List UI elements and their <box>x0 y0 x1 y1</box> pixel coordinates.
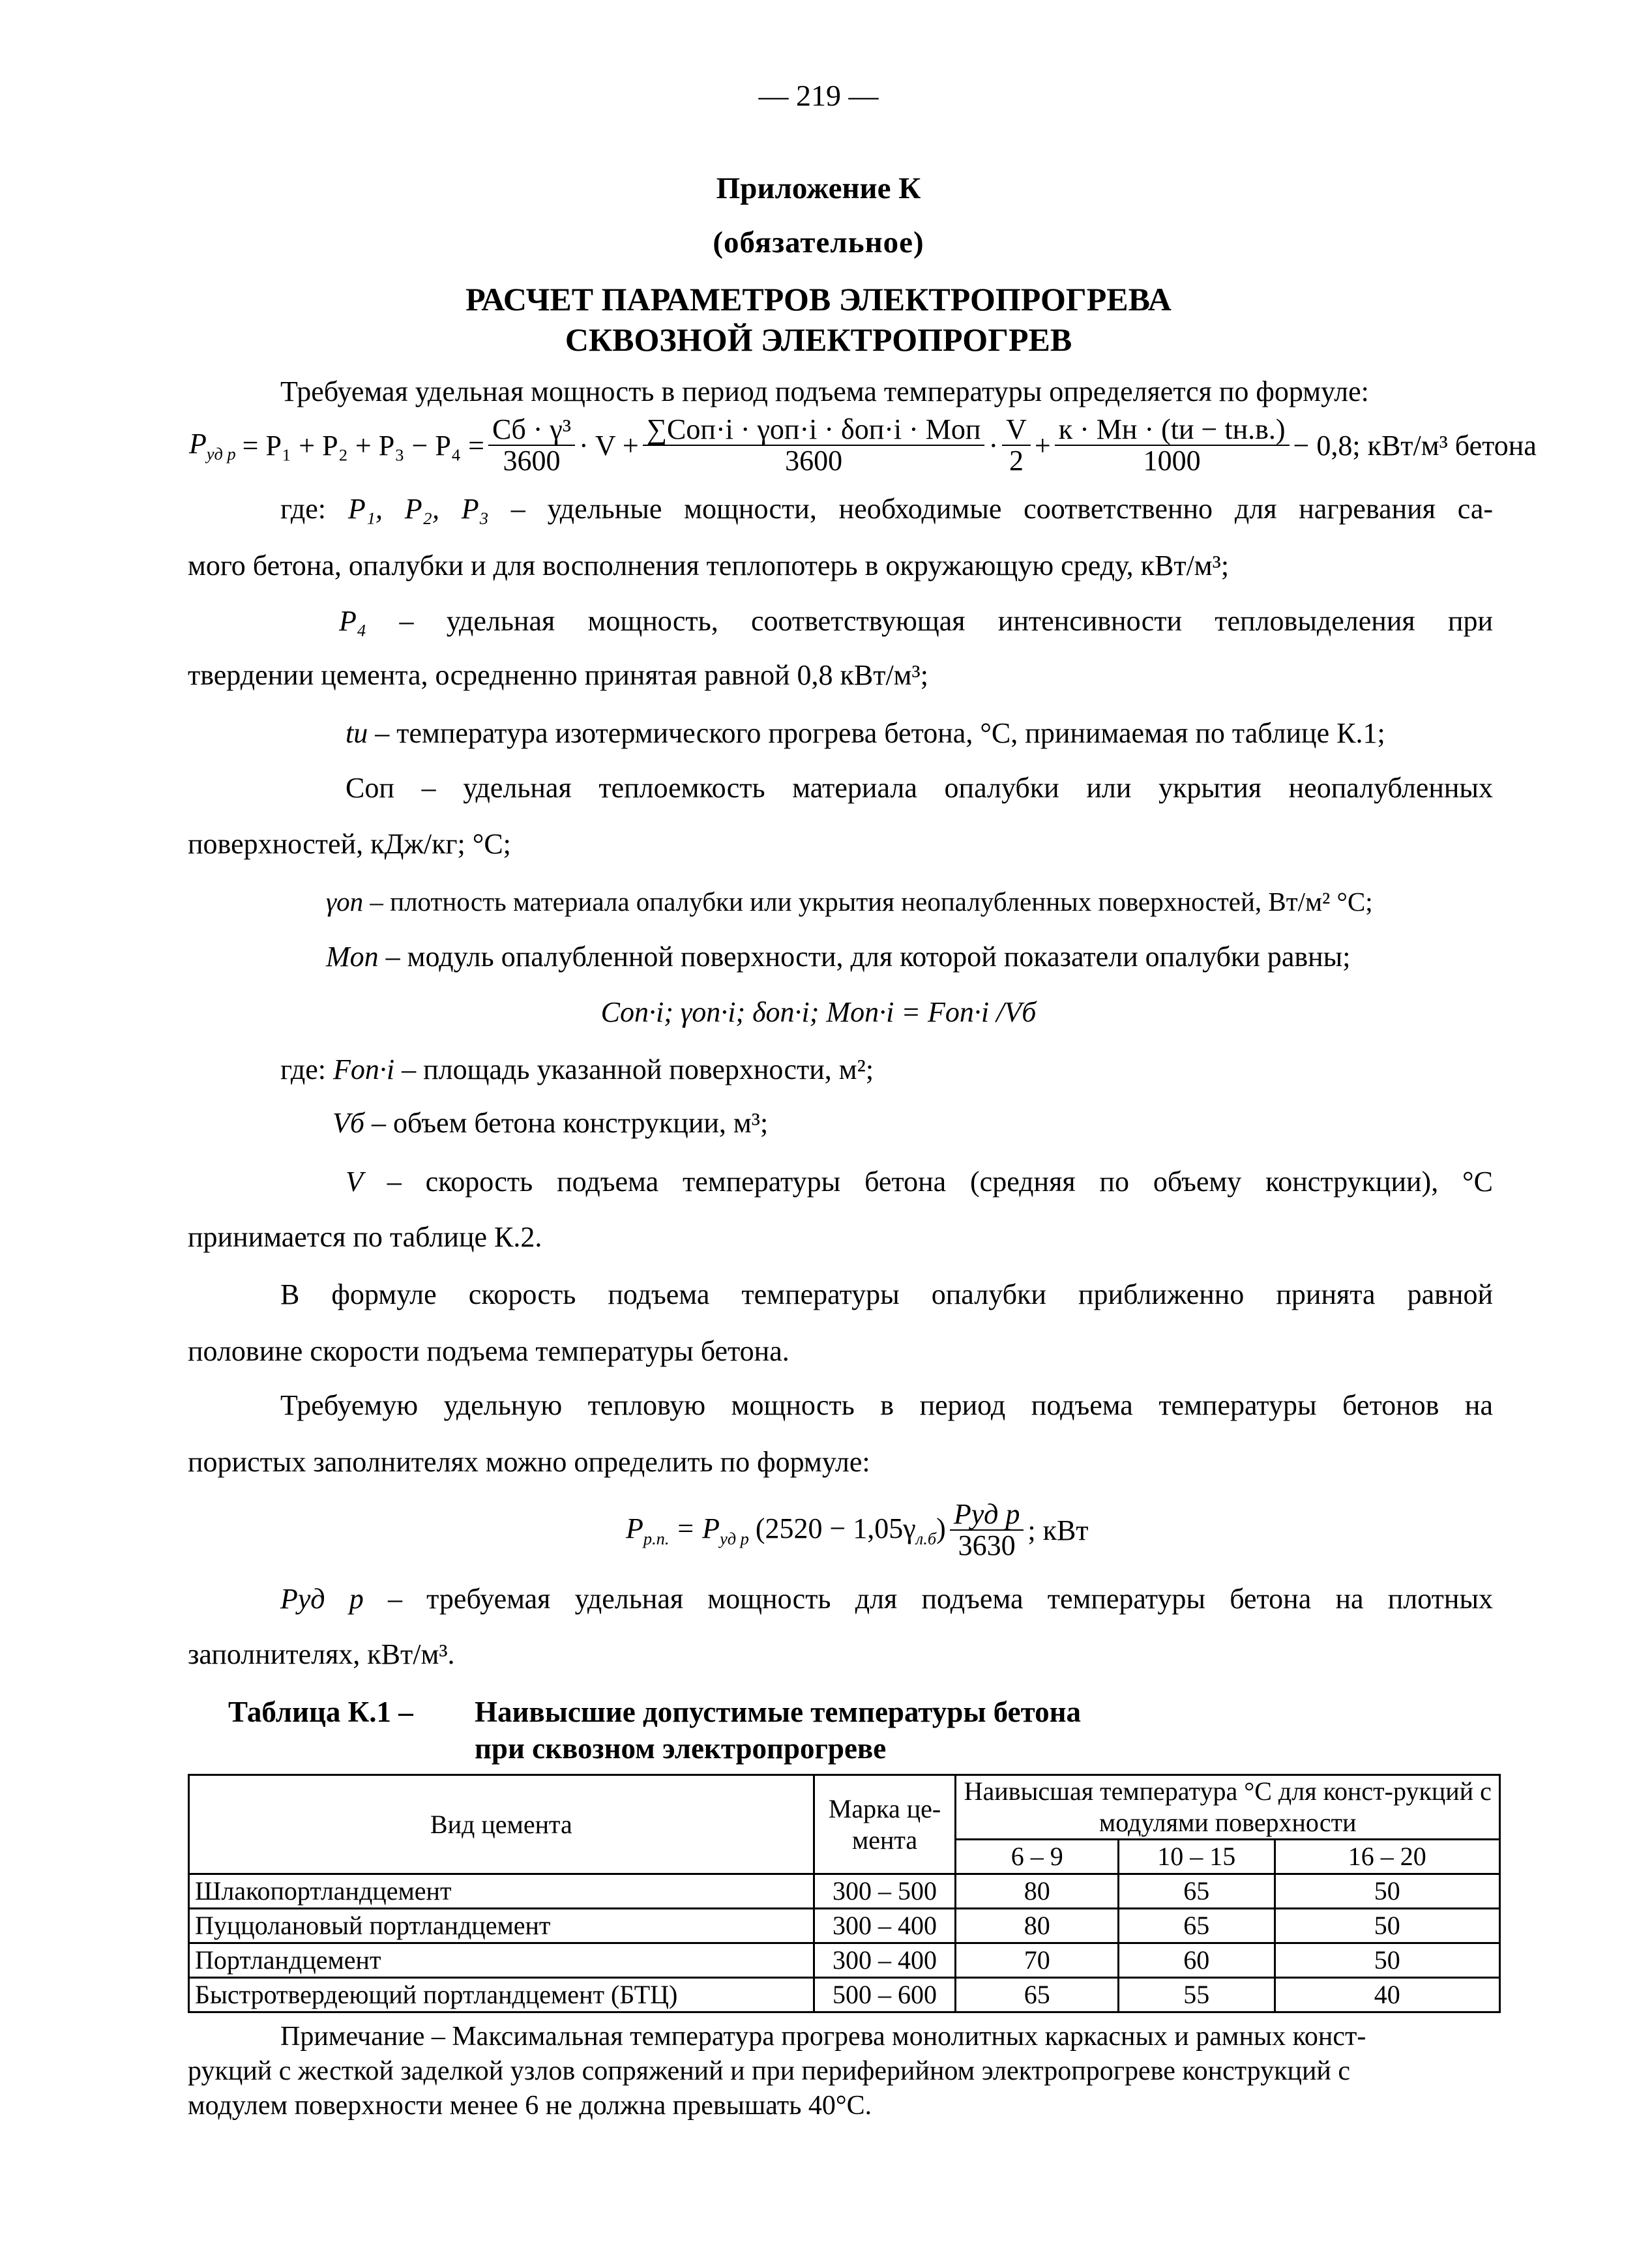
table-row <box>189 1909 1500 1943</box>
def-mon <box>326 942 1493 972</box>
subheader-modulus: 6 – 9 <box>956 1840 1119 1874</box>
def-p123-line1 <box>280 494 1493 524</box>
fraction-concrete-num: Cб · γ³ <box>488 415 575 446</box>
table-header-row <box>189 1775 1500 1840</box>
fraction-heat-loss-num: к · Mн · (tи − tн.в.) <box>1055 415 1290 446</box>
cell-cement-type: Быстротвердеющий портландцемент (БТЦ) <box>189 1978 814 2012</box>
intro-paragraph: Требуемая удельная мощность в период подъема температуры определяется по формуле: <box>280 376 1369 407</box>
cell-temp: 65 <box>1119 1874 1275 1909</box>
porous-eq-sub: уд р <box>720 1528 749 1548</box>
fraction-heat-loss <box>1055 415 1290 476</box>
para-formwork-line1: В формуле скорость подъема температуры опалубки приближенно принята равной <box>280 1278 1493 1310</box>
section-title-line2: СКВОЗНОЙ ЭЛЕКТРОПРОГРЕВ <box>565 321 1072 358</box>
def-fon-var: Fоп·i <box>333 1053 395 1085</box>
table-title-line1: Наивысшие допустимые температуры бетона <box>475 1696 1082 1728</box>
def-con-line1 <box>346 773 1493 803</box>
porous-unit: ; кВт <box>1027 1514 1089 1546</box>
def-gamma-text: – плотность материала опалубки или укрытия неопалубленных поверхностей, Вт/м² °С; <box>370 887 1373 917</box>
cell-cement-grade: 300 – 500 <box>814 1874 956 1909</box>
note-line2: рукций с жесткой заделкой узлов сопряжений и при периферийном электропрогреве конструкций с <box>188 2056 1351 2086</box>
formula-lhs-sub: уд р <box>206 443 236 464</box>
subheader-modulus: 16 – 20 <box>1275 1840 1499 1874</box>
cell-temp: 50 <box>1275 1943 1499 1978</box>
fraction-heat-loss-den: 1000 <box>1143 445 1201 477</box>
fraction-formwork-den: 3600 <box>785 445 843 477</box>
page-number: — 219 — <box>758 79 879 112</box>
def-center-formula: Cоп·i; γоп·i; δоп·i; Mоп·i = Fоп·i /Vб <box>600 996 1037 1028</box>
porous-frac-num: Pуд р <box>950 1499 1024 1531</box>
def-p123-text-a: – удельные мощности, необходимые соответственно для нагревания са- <box>510 493 1494 525</box>
table-title-label: Таблица К.1 – <box>228 1696 413 1728</box>
fraction-formwork <box>643 415 985 476</box>
note-line1: Примечание – Максимальная температура прогрева монолитных каркасных и рамных конст- <box>280 2022 1366 2052</box>
formula-sum-part: = P₁ + P₂ + P₃ − P₄ = <box>242 429 484 462</box>
cell-temp: 60 <box>1119 1943 1275 1978</box>
table-row <box>189 1943 1500 1978</box>
fraction-formwork-num: ∑Cоп·i · γоп·i · δоп·i · Mоп <box>643 415 985 446</box>
fraction-half-v <box>1002 415 1031 476</box>
def-gamma <box>326 888 1493 916</box>
def-tu-var: tи <box>346 717 368 749</box>
table-row <box>189 1978 1500 2012</box>
subheader-modulus: 10 – 15 <box>1119 1840 1275 1874</box>
porous-lhs: P <box>626 1512 643 1544</box>
cell-cement-type: Шлакопортландцемент <box>189 1874 814 1909</box>
fraction-half-v-num: V <box>1002 415 1031 446</box>
def-v-text-a: – скорость подъема температуры бетона (средняя по объему конструкции), °С <box>387 1166 1494 1198</box>
para-porous-line2: пористых заполнителях можно определить по формуле: <box>188 1446 870 1478</box>
header-max-temperature: Наивысшая температура °С для конст-рукций с модулями поверхности <box>956 1775 1500 1840</box>
section-title-line1: РАСЧЕТ ПАРАМЕТРОВ ЭЛЕКТРОПРОГРЕВА <box>465 281 1172 317</box>
cell-temp: 40 <box>1275 1978 1499 2012</box>
porous-close: ) <box>936 1512 946 1544</box>
formula-v-term: · V + <box>579 429 639 462</box>
porous-formula <box>626 1499 1089 1561</box>
temperature-table <box>188 1774 1501 2013</box>
def-tu-text: – температура изотермического прогрева бетона, °С, принимаемая по таблице К.1; <box>375 717 1385 749</box>
cell-temp: 70 <box>956 1943 1119 1978</box>
cell-cement-grade: 300 – 400 <box>814 1943 956 1978</box>
def-p4-line1 <box>339 606 1493 636</box>
def-p123-vars: P₁, P₂, P₃ <box>347 493 489 525</box>
table-row <box>189 1874 1500 1909</box>
def-mon-text: – модуль опалубленной поверхности, для которой показатели опалубки равны; <box>385 941 1351 973</box>
cell-temp: 80 <box>956 1909 1119 1943</box>
def-fon-text: – площадь указанной поверхности, м²; <box>402 1053 874 1085</box>
def-pud-line1 <box>280 1584 1493 1614</box>
header-cement-type: Вид цемента <box>189 1775 814 1874</box>
appendix-status: (обязательное) <box>713 226 924 259</box>
cell-temp: 55 <box>1119 1978 1275 2012</box>
def-vb-text: – объем бетона конструкции, м³; <box>372 1107 769 1139</box>
def-p4-var: P₄ <box>339 605 367 637</box>
formula-lhs: P <box>189 427 207 460</box>
def-mon-var: Mоп <box>326 941 379 973</box>
cell-cement-type: Пуццолановый портландцемент <box>189 1909 814 1943</box>
def-fon <box>280 1055 1493 1085</box>
cell-temp: 65 <box>1119 1909 1275 1943</box>
cell-cement-type: Портландцемент <box>189 1943 814 1978</box>
cell-cement-grade: 500 – 600 <box>814 1978 956 2012</box>
def-v-var: V <box>346 1166 363 1198</box>
header-cement-grade: Марка це-мента <box>814 1775 956 1874</box>
porous-mid-sub: л.б <box>915 1528 937 1548</box>
table-title-line2: при сквозном электропрогреве <box>475 1732 887 1765</box>
porous-lhs-sub: р.п. <box>643 1528 670 1548</box>
para-formwork-line2: половине скорости подъема температуры бетона. <box>188 1335 789 1367</box>
def-gamma-var: γоп <box>326 887 364 917</box>
def-where-label: где: <box>280 493 326 525</box>
porous-eq: = P <box>675 1512 720 1544</box>
def-pud-line2: заполнителях, кВт/м³. <box>188 1638 455 1670</box>
def-pud-var: Pуд р <box>280 1583 364 1615</box>
cell-cement-grade: 300 – 400 <box>814 1909 956 1943</box>
def-p4-line2: твердении цемента, осредненно принятая равной 0,8 кВт/м³; <box>188 659 928 691</box>
note-line3: модулем поверхности менее 6 не должна превышать 40°С. <box>188 2091 872 2121</box>
fraction-concrete-den: 3600 <box>503 445 561 477</box>
def-fon-where: где: <box>280 1053 326 1085</box>
cell-temp: 50 <box>1275 1909 1499 1943</box>
def-con-var: Cоп <box>346 772 394 804</box>
def-vb <box>332 1108 1493 1138</box>
def-con-text-a: – удельная теплоемкость материала опалубки или укрытия неопалубленных <box>421 772 1493 804</box>
para-porous-line1: Требуемую удельную тепловую мощность в период подъема температуры бетонов на <box>280 1389 1493 1421</box>
porous-frac-den: 3630 <box>958 1529 1016 1562</box>
formula-tail: − 0,8; кВт/м³ бетона <box>1293 429 1537 462</box>
cell-temp: 65 <box>956 1978 1119 2012</box>
fraction-half-v-den: 2 <box>1009 445 1024 477</box>
appendix-label: Приложение К <box>716 171 921 205</box>
def-v-line2: принимается по таблице К.2. <box>188 1221 542 1253</box>
cell-temp: 50 <box>1275 1874 1499 1909</box>
def-con-line2: поверхностей, кДж/кг; °С; <box>188 828 511 860</box>
def-p4-text-a: – удельная мощность, соответствующая интенсивности тепловыделения при <box>399 605 1493 637</box>
porous-mid: (2520 − 1,05γ <box>755 1512 916 1544</box>
def-pud-text-a: – требуемая удельная мощность для подъема температуры бетона на плотных <box>387 1583 1493 1615</box>
def-p123-line2: мого бетона, опалубки и для восполнения теплопотерь в окружающую среду, кВт/м³; <box>188 550 1230 582</box>
cell-temp: 80 <box>956 1874 1119 1909</box>
fraction-concrete <box>488 415 575 476</box>
def-tu <box>346 718 1493 748</box>
def-v-line1 <box>346 1167 1493 1197</box>
porous-fraction <box>950 1499 1024 1561</box>
def-vb-var: Vб <box>332 1107 365 1139</box>
power-formula: $P_{уд р}$ = P₁ + P₂ + P₃ − P₄ = $\frac{\text{Cб · γ³}}{3600}$ · V + $\frac{\text{∑Cоп·i · γоп·i · δоп·i · Mоп}}{3600}$ · $\frac{V}{2}$ + $\frac{к \cdot Mн \cdot (tи - tн.в.)}{1000}$ − 0,8; кВт/м³ бетона <box>189 413 1537 477</box>
